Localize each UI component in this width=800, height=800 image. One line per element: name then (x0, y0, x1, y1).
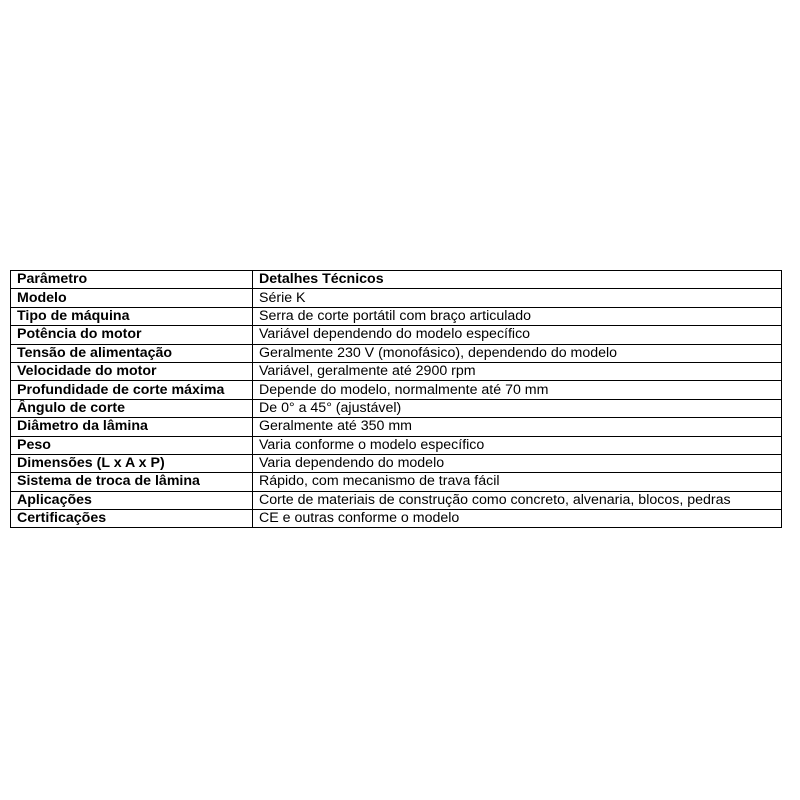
details-cell: Geralmente até 350 mm (253, 418, 782, 436)
details-cell: Rápido, com mecanismo de trava fácil (253, 473, 782, 491)
details-cell: Corte de materiais de construção como concreto, alvenaria, blocos, pedras (253, 491, 782, 509)
table-row (11, 418, 782, 436)
table-row (11, 381, 782, 399)
column-header-details: Detalhes Técnicos (253, 271, 782, 289)
details-cell: Série K (253, 289, 782, 307)
details-cell: Variável dependendo do modelo específico (253, 326, 782, 344)
details-cell: Varia conforme o modelo específico (253, 436, 782, 454)
parameter-cell: Profundidade de corte máxima (11, 381, 253, 399)
details-cell: Depende do modelo, normalmente até 70 mm (253, 381, 782, 399)
table-row (11, 307, 782, 325)
parameter-cell: Ângulo de corte (11, 399, 253, 417)
parameter-cell: Peso (11, 436, 253, 454)
details-cell: Geralmente 230 V (monofásico), dependendo do modelo (253, 344, 782, 362)
table-row (11, 326, 782, 344)
table-row (11, 436, 782, 454)
details-cell: Varia dependendo do modelo (253, 454, 782, 472)
details-cell: De 0° a 45° (ajustável) (253, 399, 782, 417)
details-cell: Serra de corte portátil com braço articulado (253, 307, 782, 325)
table-row (11, 473, 782, 491)
parameter-cell: Modelo (11, 289, 253, 307)
spec-table (10, 270, 782, 528)
table-row (11, 344, 782, 362)
table-row (11, 454, 782, 472)
table-row (11, 362, 782, 380)
parameter-cell: Potência do motor (11, 326, 253, 344)
table-header-row (11, 271, 782, 289)
parameter-cell: Tensão de alimentação (11, 344, 253, 362)
parameter-cell: Sistema de troca de lâmina (11, 473, 253, 491)
parameter-cell: Tipo de máquina (11, 307, 253, 325)
details-cell: CE e outras conforme o modelo (253, 510, 782, 528)
column-header-parameter: Parâmetro (11, 271, 253, 289)
parameter-cell: Certificações (11, 510, 253, 528)
table-row (11, 491, 782, 509)
table-row (11, 289, 782, 307)
parameter-cell: Aplicações (11, 491, 253, 509)
parameter-cell: Diâmetro da lâmina (11, 418, 253, 436)
table-row (11, 510, 782, 528)
details-cell: Variável, geralmente até 2900 rpm (253, 362, 782, 380)
parameter-cell: Velocidade do motor (11, 362, 253, 380)
parameter-cell: Dimensões (L x A x P) (11, 454, 253, 472)
table-row (11, 399, 782, 417)
